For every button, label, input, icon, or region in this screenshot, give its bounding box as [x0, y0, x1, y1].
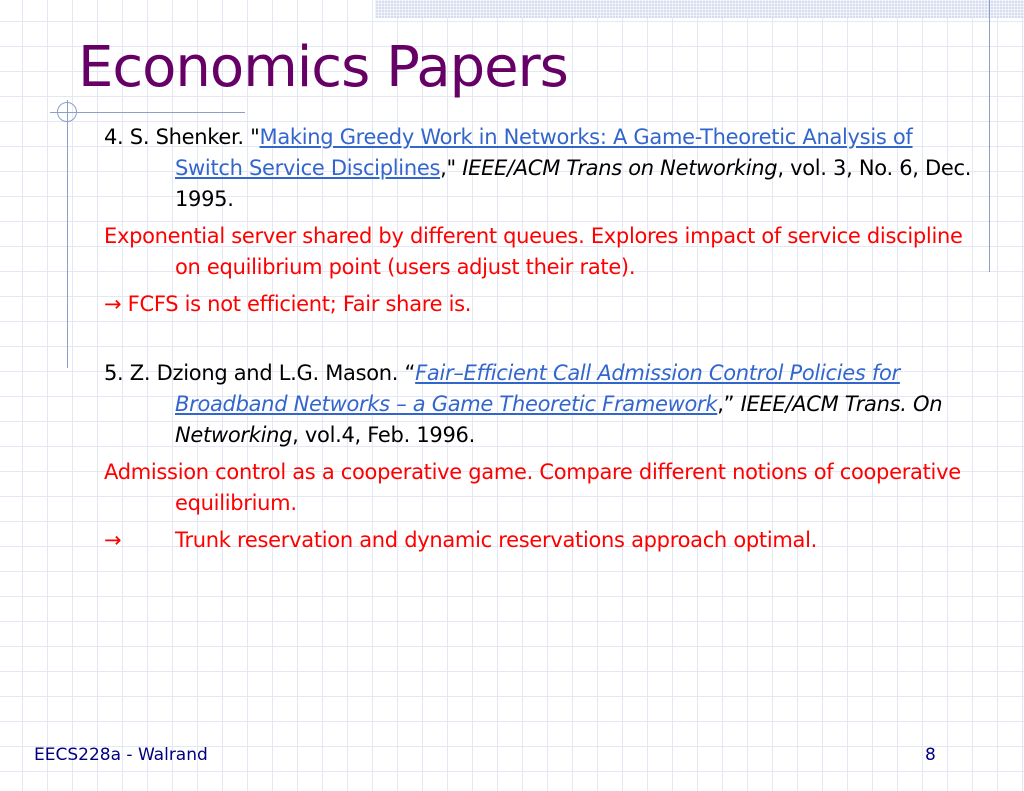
footer-course: EECS228a - Walrand [34, 745, 208, 765]
ref5-link[interactable]: Fair–Efficient Call Admission Control Policies for Broadband Networks – a Game Theoretic Framework [175, 361, 900, 416]
ref5-suffix: , vol.4, Feb. 1996. [292, 423, 475, 447]
ref4-prefix: 4. S. Shenker. " [104, 125, 260, 149]
conclusion-5 [104, 525, 974, 556]
note-5: Admission control as a cooperative game. Compare different notions of cooperative equilibrium. [104, 460, 961, 515]
title-underline [50, 112, 245, 113]
ref5-prefix: 5. Z. Dziong and L.G. Mason. “ [104, 361, 416, 385]
ref4-link[interactable]: Making Greedy Work in Networks: A Game-Theoretic Analysis of Switch Service Disciplines [175, 125, 913, 180]
ref5-journal: IEEE/ACM Trans. On Networking [175, 392, 943, 447]
conclusion-4-text: FCFS is not efficient; Fair share is. [121, 292, 472, 316]
left-decor-line [67, 100, 68, 368]
note-4: Exponential server shared by different queues. Explores impact of service discipline on equilibrium point (users adjust their rate). [104, 224, 963, 279]
reference-5 [104, 358, 974, 451]
arrow-icon: → [104, 528, 122, 552]
slide-title: Economics Papers [78, 35, 568, 100]
ref4-mid: ," [440, 156, 463, 180]
conclusion-4 [104, 289, 974, 320]
ref4-journal: IEEE/ACM Trans on Networking [462, 156, 778, 180]
top-decor-band [375, 0, 1024, 18]
ref4-suffix: , vol. 3, No. 6, Dec. 1995. [175, 156, 972, 211]
page-number: 8 [925, 745, 936, 765]
right-decor-line [989, 0, 990, 272]
conclusion-5-text: Trunk reservation and dynamic reservations approach optimal. [175, 528, 818, 552]
decor-circle [57, 102, 77, 122]
spacer [104, 326, 974, 358]
slide-body [104, 122, 974, 562]
ref5-mid: ,” [717, 392, 741, 416]
arrow-icon: → [104, 292, 122, 316]
reference-4 [104, 122, 974, 215]
